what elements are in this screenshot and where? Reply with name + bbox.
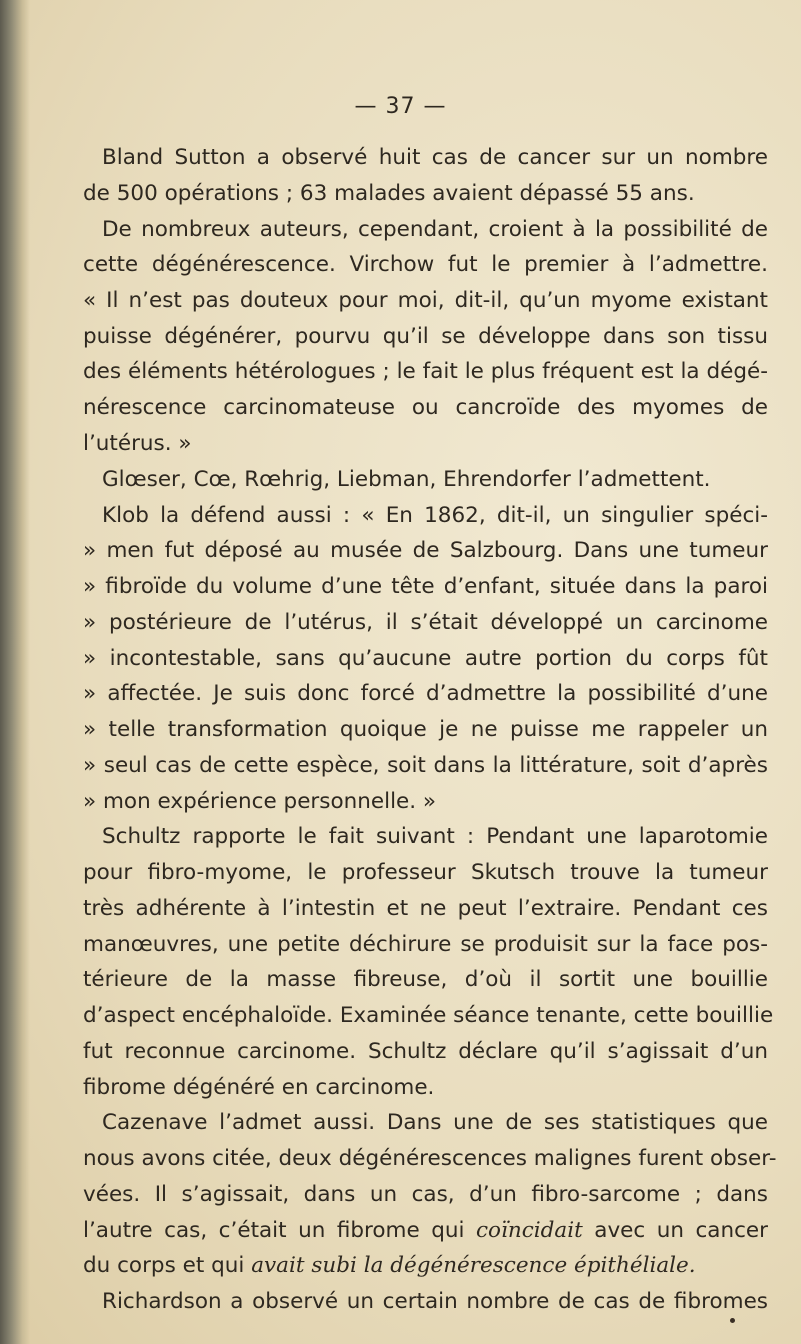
text-line-5: « Il n’est pas douteux pour moi, dit-il, qu’un myome existant — [83, 288, 768, 313]
text-line-8: nérescence carcinomateuse ou cancroïde des myomes de — [83, 395, 768, 420]
ink-speck — [730, 1318, 735, 1323]
text-line-31-part-3: avec un cancer — [594, 1218, 768, 1243]
text-line-26: fut reconnue carcinome. Schultz déclare qu’il s’agissait d’un — [83, 1039, 768, 1064]
text-line-1: Bland Sutton a observé huit cas de cancer sur un nombre — [102, 145, 768, 170]
text-line-25: d’aspect encéphaloïde. Examinée séance tenante, cette bouillie — [83, 1003, 774, 1028]
text-line-21: pour fibro-myome, le professeur Skutsch trouve la tumeur — [83, 860, 768, 885]
text-line-13: » fibroïde du volume d’une tête d’enfant, située dans la paroi — [83, 574, 768, 599]
text-line-27: fibrome dégénéré en carcinome. — [83, 1075, 435, 1100]
text-line-11: Klob la défend aussi : « En 1862, dit-il, un singulier spéci- — [102, 503, 768, 528]
text-line-2: de 500 opérations ; 63 malades avaient dépassé 55 ans. — [83, 181, 695, 206]
text-line-19: » mon expérience personnelle. » — [83, 789, 437, 814]
text-line-31-part-1: l’autre cas, c’était un fibrome qui — [83, 1218, 465, 1243]
text-line-15: » incontestable, sans qu’aucune autre portion du corps fût — [83, 646, 768, 671]
text-line-9: l’utérus. » — [83, 431, 192, 456]
text-line-17: » telle transformation quoique je ne puisse me rappeler un — [83, 717, 768, 742]
text-line-33: Richardson a observé un certain nombre de cas de fibromes — [102, 1289, 768, 1314]
italic-degenerescence: avait subi la dégénérescence épithéliale. — [251, 1253, 696, 1278]
text-line-20: Schultz rapporte le fait suivant : Pendant une laparotomie — [102, 824, 768, 849]
text-line-6: puisse dégénérer, pourvu qu’il se développe dans son tissu — [83, 324, 768, 349]
text-line-29: nous avons citée, deux dégénérescences malignes furent obser- — [83, 1146, 777, 1171]
text-line-30: vées. Il s’agissait, dans un cas, d’un fibro-sarcome ; dans — [83, 1182, 768, 1207]
text-line-32 — [83, 1252, 768, 1280]
text-line-3: De nombreux auteurs, cependant, croient à la possibilité de — [102, 217, 768, 242]
text-line-32-part-1: du corps et qui — [83, 1253, 245, 1278]
text-line-7: des éléments hétérologues ; le fait le plus fréquent est la dégé- — [83, 359, 768, 384]
text-line-16: » affectée. Je suis donc forcé d’admettre la possibilité d’une — [83, 681, 768, 706]
text-line-18: » seul cas de cette espèce, soit dans la littérature, soit d’après — [83, 753, 768, 778]
page-binding-shadow — [0, 0, 30, 1344]
text-line-22: très adhérente à l’intestin et ne peut l’extraire. Pendant ces — [83, 896, 768, 921]
text-line-14: » postérieure de l’utérus, il s’était développé un carcinome — [83, 610, 768, 635]
text-line-28: Cazenave l’admet aussi. Dans une de ses statistiques que — [102, 1110, 768, 1135]
text-line-31 — [83, 1217, 768, 1245]
text-line-12: » men fut déposé au musée de Salzbourg. Dans une tumeur — [83, 538, 768, 563]
page-number: — 37 — — [354, 94, 447, 119]
text-line-23: manœuvres, une petite déchirure se produisit sur la face pos- — [83, 932, 768, 957]
text-line-4: cette dégénérescence. Virchow fut le premier à l’admettre. — [83, 252, 768, 277]
italic-coincidait: coïncidait — [476, 1218, 583, 1243]
text-line-10: Glœser, Cœ, Rœhrig, Liebman, Ehrendorfer l’admettent. — [102, 467, 711, 492]
text-line-24: térieure de la masse fibreuse, d’où il sortit une bouillie — [83, 967, 768, 992]
